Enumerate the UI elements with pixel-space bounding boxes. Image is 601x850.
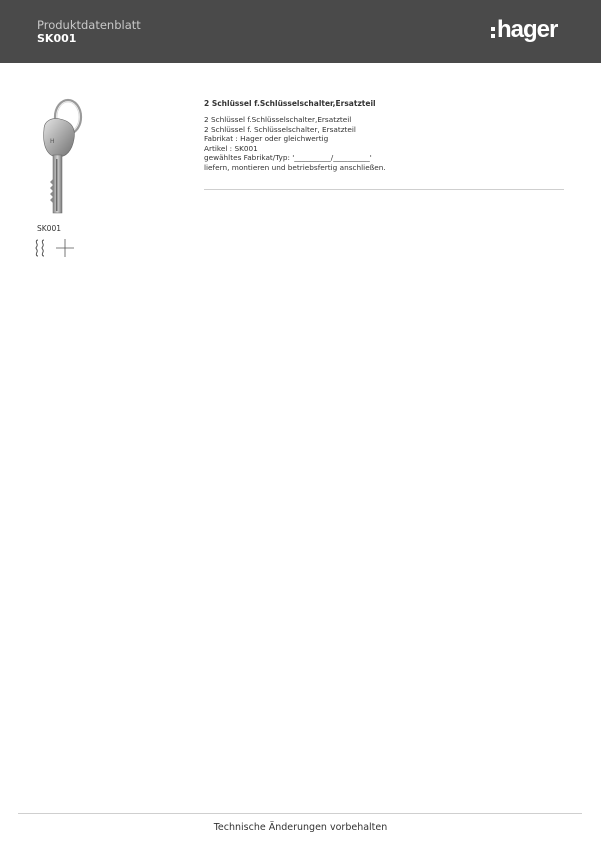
description-line: 2 Schlüssel f. Schlüsselschalter, Ersatzteil — [204, 124, 356, 134]
article-code: SK001 — [37, 32, 77, 45]
key-with-ring-icon — [30, 95, 90, 220]
footer-disclaimer: Technische Änderungen vorbehalten — [213, 822, 388, 833]
svg-text:H: H — [50, 138, 55, 145]
document-type: Produktdatenblatt — [37, 18, 141, 32]
crosshair-icon — [55, 238, 75, 258]
curly-brackets-icon — [35, 238, 47, 258]
description-line: gewähltes Fabrikat/Typ: '__________/__________' — [204, 153, 372, 162]
description-line: 2 Schlüssel f.Schlüsselschalter,Ersatzteil — [204, 115, 352, 124]
product-icons — [35, 238, 75, 258]
footer-divider — [18, 813, 582, 814]
logo-colon-mark — [491, 27, 495, 38]
description-line: Artikel : SK001 — [204, 143, 258, 153]
content-divider — [204, 189, 564, 190]
hager-logo — [491, 18, 557, 42]
logo-text: hager — [497, 16, 558, 43]
description-line: Fabrikat : Hager oder gleichwertig — [204, 134, 329, 143]
description-title: 2 Schlüssel f.Schlüsselschalter,Ersatzteil — [204, 99, 376, 108]
description-line: liefern, montieren und betriebsfertig anschließen. — [204, 162, 386, 172]
header-bar — [0, 0, 601, 63]
product-description — [204, 99, 564, 172]
product-caption: SK001 — [37, 224, 61, 233]
